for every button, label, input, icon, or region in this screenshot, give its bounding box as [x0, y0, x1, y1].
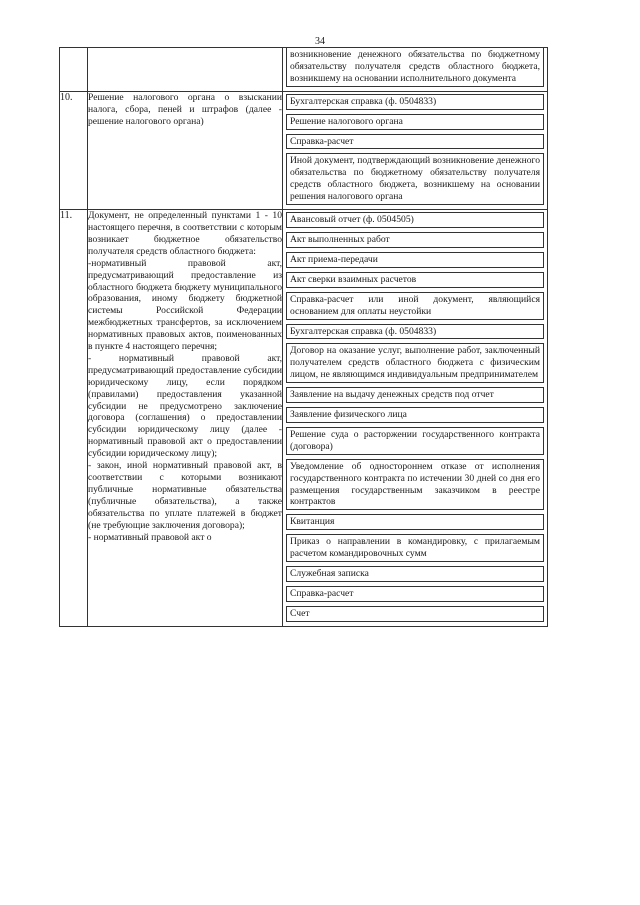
document-item: Квитанция	[286, 514, 544, 530]
document-item: Бухгалтерская справка (ф. 0504833)	[286, 324, 544, 340]
document-item: Справка-расчет или иной документ, являющийся основанием для оплаты неустойки	[286, 292, 544, 320]
document-item: Приказ о направлении в командировку, с прилагаемым расчетом командировочных сумм	[286, 534, 544, 562]
table-row	[60, 210, 548, 627]
document-item: Заявление на выдачу денежных средств под отчет	[286, 387, 544, 403]
document-item: Счет	[286, 606, 544, 622]
document-item: Бухгалтерская справка (ф. 0504833)	[286, 94, 544, 110]
confirming-documents	[283, 48, 548, 92]
confirming-documents	[283, 210, 548, 627]
document-item: Авансовый отчет (ф. 0504505)	[286, 212, 544, 228]
document-item: Акт сверки взаимных расчетов	[286, 272, 544, 288]
document-item: возникновение денежного обязательства по бюджетному обязательству получателя средств областного бюджета, возникшему на основании исполнительного документа	[286, 48, 544, 87]
document-item: Договор на оказание услуг, выполнение работ, заключенный получателем средств областного бюджета с физическим лицом, не являющимся индивидуальным предпринимателем	[286, 343, 544, 383]
document-item: Иной документ, подтверждающий возникновение денежного обязательства по бюджетному обязательству получателя средств областного бюджета, возникшему на основании решения налогового органа	[286, 153, 544, 205]
obligation-description	[88, 210, 283, 627]
page-number: 34	[315, 36, 325, 47]
table-row	[60, 91, 548, 209]
row-number: 10.	[60, 91, 88, 209]
description-paragraph: -нормативный правовой акт, предусматривающий предоставление из областного бюджета бюджету муниципального образования, иному бюджету бюджетной системы Российской Федерации межбюджетных трансфертов, за исключением нормативных правовых актов, поименованных в пункте 4 настоящего перечня;	[88, 257, 282, 353]
description-paragraph: - нормативный правовой акт, предусматривающий предоставление субсидии юридическому лицу, если порядком (правилами) предоставления указанной субсидии не предусмотрено заключение договора (соглашения) о предоставлении субсидии юридическому лицу (далее - нормативный правовой акт о предоставлении субсидии юридическому лицу);	[88, 352, 282, 460]
document-item: Заявление физического лица	[286, 407, 544, 423]
document-item: Служебная записка	[286, 566, 544, 582]
description-paragraph: Документ, не определенный пунктами 1 - 10 настоящего перечня, в соответствии с которым возникает бюджетное обязательство получателя средств областного бюджета:	[88, 210, 282, 257]
table-row	[60, 48, 548, 92]
description-paragraph: - нормативный правовой акт о	[88, 531, 212, 543]
row-number: 11.	[60, 210, 88, 627]
document-item: Акт выполненных работ	[286, 232, 544, 248]
document-item: Справка-расчет	[286, 586, 544, 602]
obligation-description	[88, 48, 283, 92]
row-number	[60, 48, 88, 92]
obligation-description	[88, 91, 283, 209]
document-item: Акт приема-передачи	[286, 252, 544, 268]
document-table	[59, 47, 548, 627]
document-item: Решение суда о расторжении государственного контракта (договора)	[286, 427, 544, 455]
document-item: Уведомление об одностороннем отказе от исполнения государственного контракта по истечении 30 дней со дня его размещения государственным заказчиком в реестре контрактов	[286, 459, 544, 511]
confirming-documents	[283, 91, 548, 209]
document-item: Справка-расчет	[286, 134, 544, 150]
document-item: Решение налогового органа	[286, 114, 544, 130]
description-paragraph: Решение налогового органа о взыскании налога, сбора, пеней и штрафов (далее - решение налогового органа)	[88, 91, 282, 127]
description-paragraph: - закон, иной нормативный правовой акт, в соответствии с которыми возникают публичные нормативные обязательства (публичные обязательства), а также обязательства по уплате платежей в бюджет (не требующие заключения договора);	[88, 460, 282, 531]
